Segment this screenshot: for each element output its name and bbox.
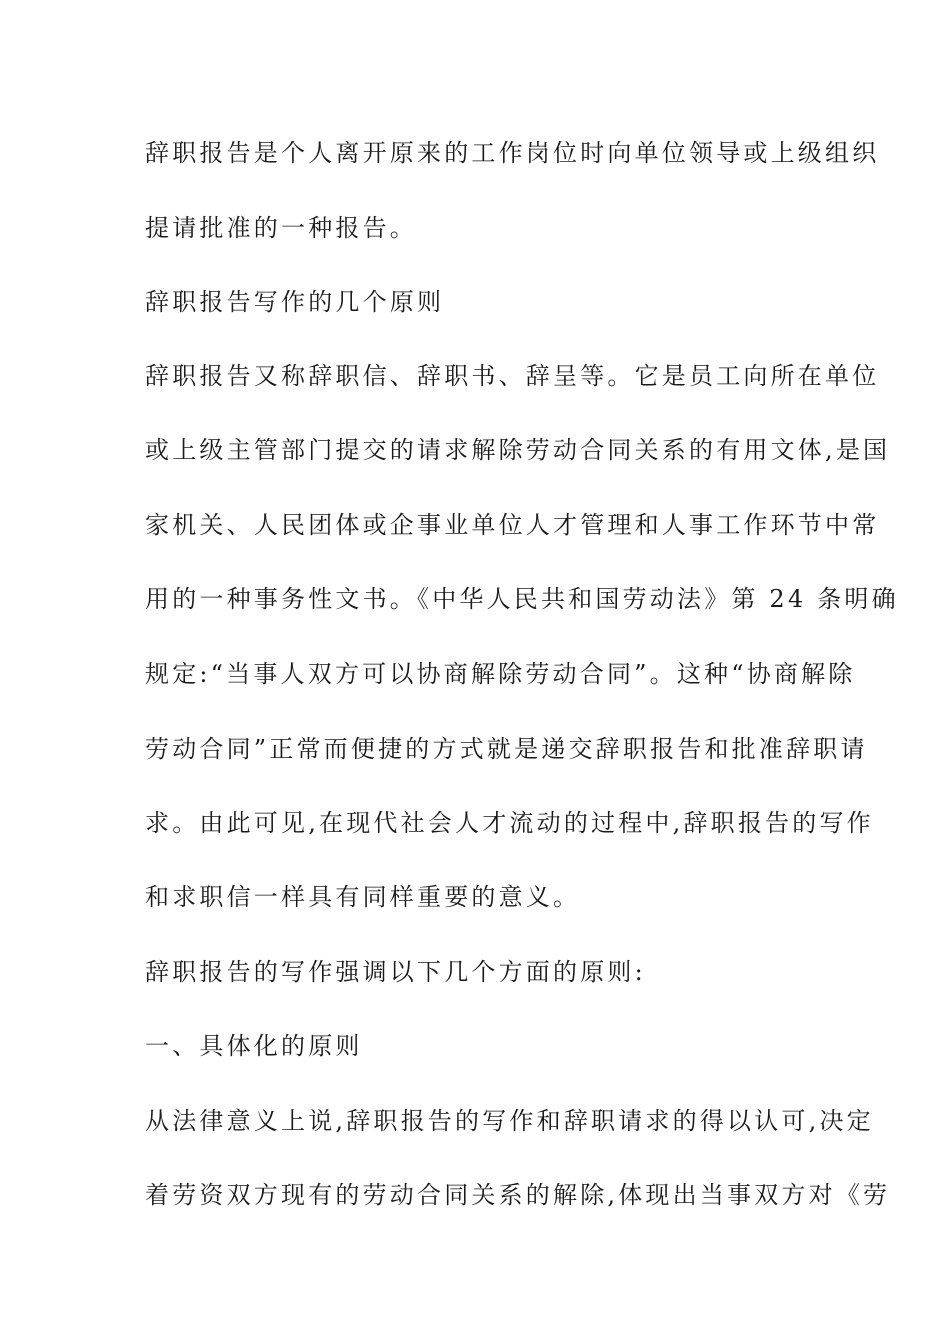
paragraph-line: 辞职报告是个人离开原来的工作岗位时向单位领导或上级组织 bbox=[145, 139, 880, 167]
paragraph-line: 用的一种事务性文书。《中华人民共和国劳动法》第 24 条明确 bbox=[145, 585, 899, 613]
section-heading: 辞职报告写作的几个原则 bbox=[145, 288, 445, 316]
paragraph-line: 提请批准的一种报告。 bbox=[145, 214, 417, 242]
paragraph-line: 辞职报告又称辞职信、辞职书、辞呈等。它是员工向所在单位 bbox=[145, 362, 880, 390]
paragraph-line: 求。由此可见,在现代社会人才流动的过程中,辞职报告的写作 bbox=[145, 809, 874, 837]
paragraph-line: 着劳资双方现有的劳动合同关系的解除,体现出当事双方对《劳 bbox=[145, 1181, 891, 1209]
paragraph-line: 和求职信一样具有同样重要的意义。 bbox=[145, 883, 581, 911]
paragraph-line: 辞职报告的写作强调以下几个方面的原则: bbox=[145, 958, 646, 986]
paragraph-line: 或上级主管部门提交的请求解除劳动合同关系的有用文体,是国 bbox=[145, 436, 891, 464]
paragraph-line: 从法律意义上说,辞职报告的写作和辞职请求的得以认可,决定 bbox=[145, 1107, 874, 1135]
paragraph-line: 劳动合同”正常而便捷的方式就是递交辞职报告和批准辞职请 bbox=[145, 735, 868, 763]
section-heading: 一、具体化的原则 bbox=[145, 1032, 363, 1060]
paragraph-line: 规定:“当事人双方可以协商解除劳动合同”。这种“协商解除 bbox=[145, 660, 856, 688]
paragraph-line: 家机关、人民团体或企事业单位人才管理和人事工作环节中常 bbox=[145, 511, 880, 539]
